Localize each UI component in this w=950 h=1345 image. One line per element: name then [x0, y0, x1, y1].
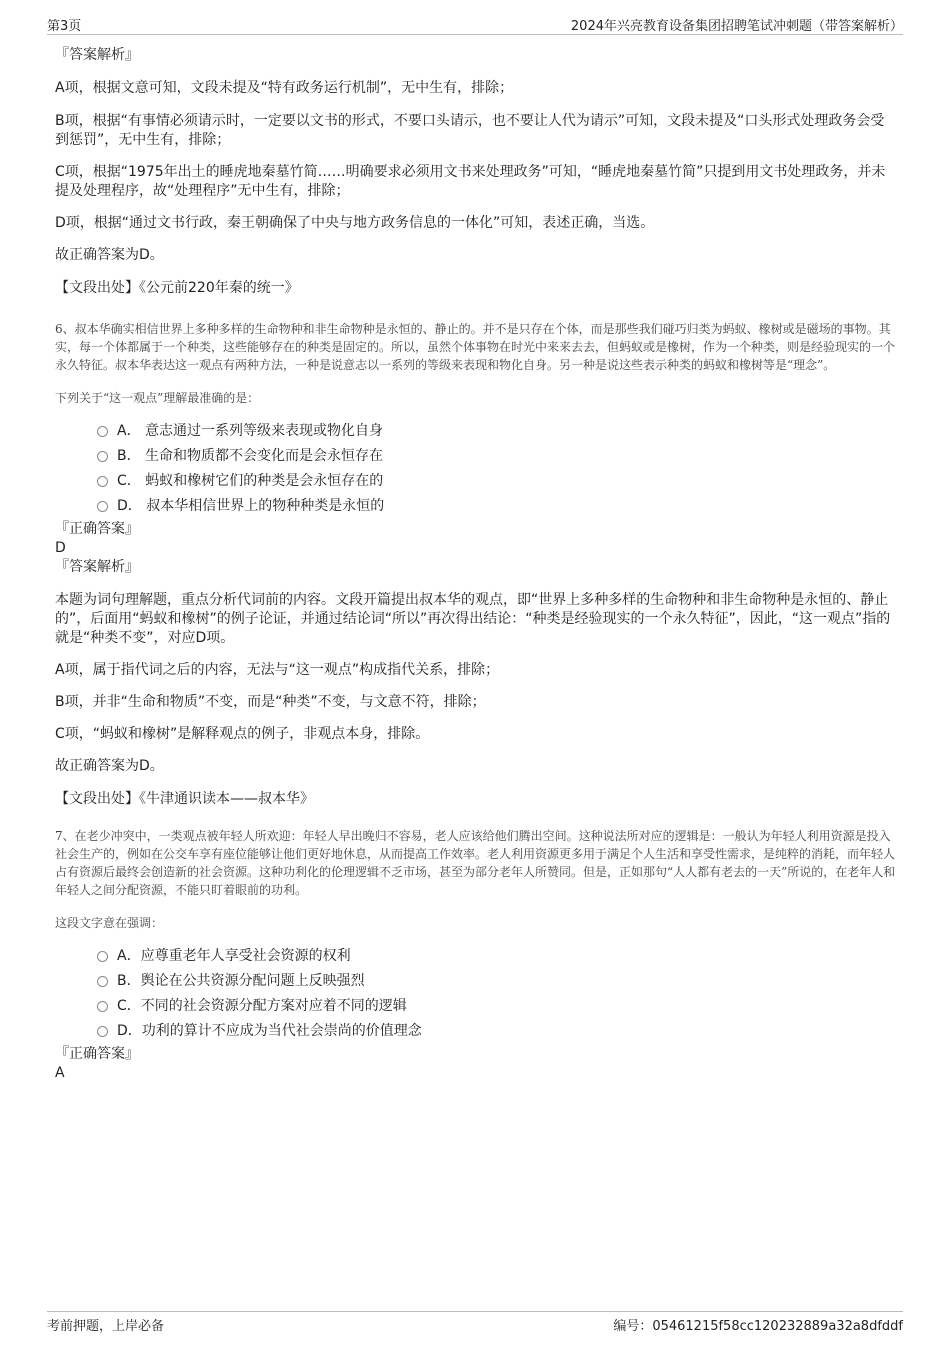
radio-icon[interactable]: [97, 1001, 108, 1012]
option-b[interactable]: B．舆论在公共资源分配问题上反映强烈: [97, 972, 898, 991]
option-a[interactable]: A． 意志通过一系列等级来表现或物化自身: [97, 422, 898, 441]
analysis-c: C项，“蚂蚁和橡树”是解释观点的例子，非观点本身，排除。: [55, 726, 430, 742]
page-number: 第3页: [47, 19, 82, 34]
analysis-d: D项，根据“通过文书行政，秦王朝确保了中央与地方政务信息的一体化”可知，表述正确，当选。: [55, 215, 655, 231]
option-c[interactable]: C． 蚂蚁和橡树它们的种类是会永恒存在的: [97, 472, 898, 491]
option-d[interactable]: D．功利的算计不应成为当代社会崇尚的价值理念: [97, 1022, 898, 1041]
radio-icon[interactable]: [97, 1026, 108, 1037]
question-7-prompt: 这段文字意在强调：: [55, 916, 164, 930]
option-c[interactable]: C．不同的社会资源分配方案对应着不同的逻辑: [97, 997, 898, 1016]
answer-label: 『正确答案』: [55, 521, 139, 537]
answer-label: 『正确答案』: [55, 1046, 139, 1062]
radio-icon[interactable]: [97, 426, 108, 437]
conclusion: 故正确答案为D。: [55, 247, 164, 263]
analysis-main: 本题为词句理解题，重点分析代词前的内容。文段开篇提出叔本华的观点，即“世界上多种多样的生命物种和非生命物种是永恒的、静止的”，后面用“蚂蚁和橡树”的例子论证，并通过结论词“所以”再次得出结论：“种类是经验现实的一个永久特征”，因此，“这一观点”指的就是“种类不变”，对应D项。: [55, 592, 891, 646]
page-header: [47, 12, 903, 35]
conclusion: 故正确答案为D。: [55, 758, 164, 774]
option-b[interactable]: B． 生命和物质都不会变化而是会永恒存在: [97, 447, 898, 466]
radio-icon[interactable]: [97, 476, 108, 487]
analysis-c: C项，根据“1975年出土的睡虎地秦墓竹简……明确要求必须用文书来处理政务”可知，“睡虎地秦墓竹简”只提到用文书处理政务，并未提及处理程序，故“处理程序”无中生有，排除；: [55, 164, 886, 199]
radio-icon[interactable]: [97, 451, 108, 462]
radio-icon[interactable]: [97, 951, 108, 962]
radio-icon[interactable]: [97, 976, 108, 987]
main-content: [55, 46, 898, 1083]
source: 【文段出处】《公元前220年秦的统一》: [55, 280, 299, 296]
question-7-stem: 7、在老少冲突中，一类观点被年轻人所欢迎：年轻人早出晚归不容易，老人应该给他们腾出空间。这种说法所对应的逻辑是：一般认为年轻人利用资源是投入社会生产的，例如在公交车享有座位能够让他们更好地休息，从而提高工作效率。老人利用资源更多用于满足个人生活和享受性需求，是纯粹的消耗，而年轻人占有资源后最终会创造新的社会资源。这种功利化的伦理逻辑不乏市场，甚至为部分老年人所赞同。但是，正如那句“人人都有老去的一天”所说的，在老年人和年轻人之间分配资源，不能只盯着眼前的功利。: [55, 829, 896, 897]
option-a[interactable]: A．应尊重老年人享受社会资源的权利: [97, 947, 898, 966]
footer-slogan: 考前押题，上岸必备: [47, 1319, 165, 1334]
document-title: 2024年兴亮教育设备集团招聘笔试冲刺题（带答案解析）: [570, 19, 903, 34]
radio-icon[interactable]: [97, 501, 108, 512]
analysis-a: A项，根据文意可知，文段未提及“特有政务运行机制”，无中生有，排除；: [55, 80, 514, 96]
question-6-prompt: 下列关于“这一观点”理解最准确的是：: [55, 391, 260, 405]
analysis-a: A项，属于指代词之后的内容，无法与“这一观点”构成指代关系，排除；: [55, 662, 500, 678]
analysis-b: B项，并非“生命和物质”不变，而是“种类”不变，与文意不符，排除；: [55, 694, 486, 710]
page-footer: [47, 1311, 903, 1334]
analysis-label: 『答案解析』: [55, 559, 139, 575]
analysis-label: 『答案解析』: [55, 47, 139, 63]
question-6-stem: 6、叔本华确实相信世界上多种多样的生命物种和非生命物种是永恒的、静止的。并不是只存在个体，而是那些我们碰巧归类为蚂蚁、橡树或是磁场的事物。其实，每一个体都属于一个种类，这些能够存在的种类是固定的。所以，虽然个体事物在时光中来来去去，但蚂蚁或是橡树，作为一个种类，则是经验现实的一个永久特征。叔本华表达这一观点有两种方法，一种是说意志以一系列的等级来表现和物化自身。另一种是说这些表示种类的蚂蚁和橡树等是“理念”。: [55, 322, 896, 372]
option-d[interactable]: D． 叔本华相信世界上的物种种类是永恒的: [97, 497, 898, 516]
answer-value: A: [55, 1065, 65, 1081]
source: 【文段出处】《牛津通识读本——叔本华》: [55, 791, 314, 807]
answer-value: D: [55, 540, 66, 556]
document-code: 编号：05461215f58cc120232889a32a8dfddf: [613, 1319, 903, 1334]
analysis-b: B项，根据“有事情必须请示时，一定要以文书的形式，不要口头请示，也不要让人代为请示”可知，文段未提及“口头形式处理政务会受到惩罚”，无中生有，排除；: [55, 113, 885, 148]
